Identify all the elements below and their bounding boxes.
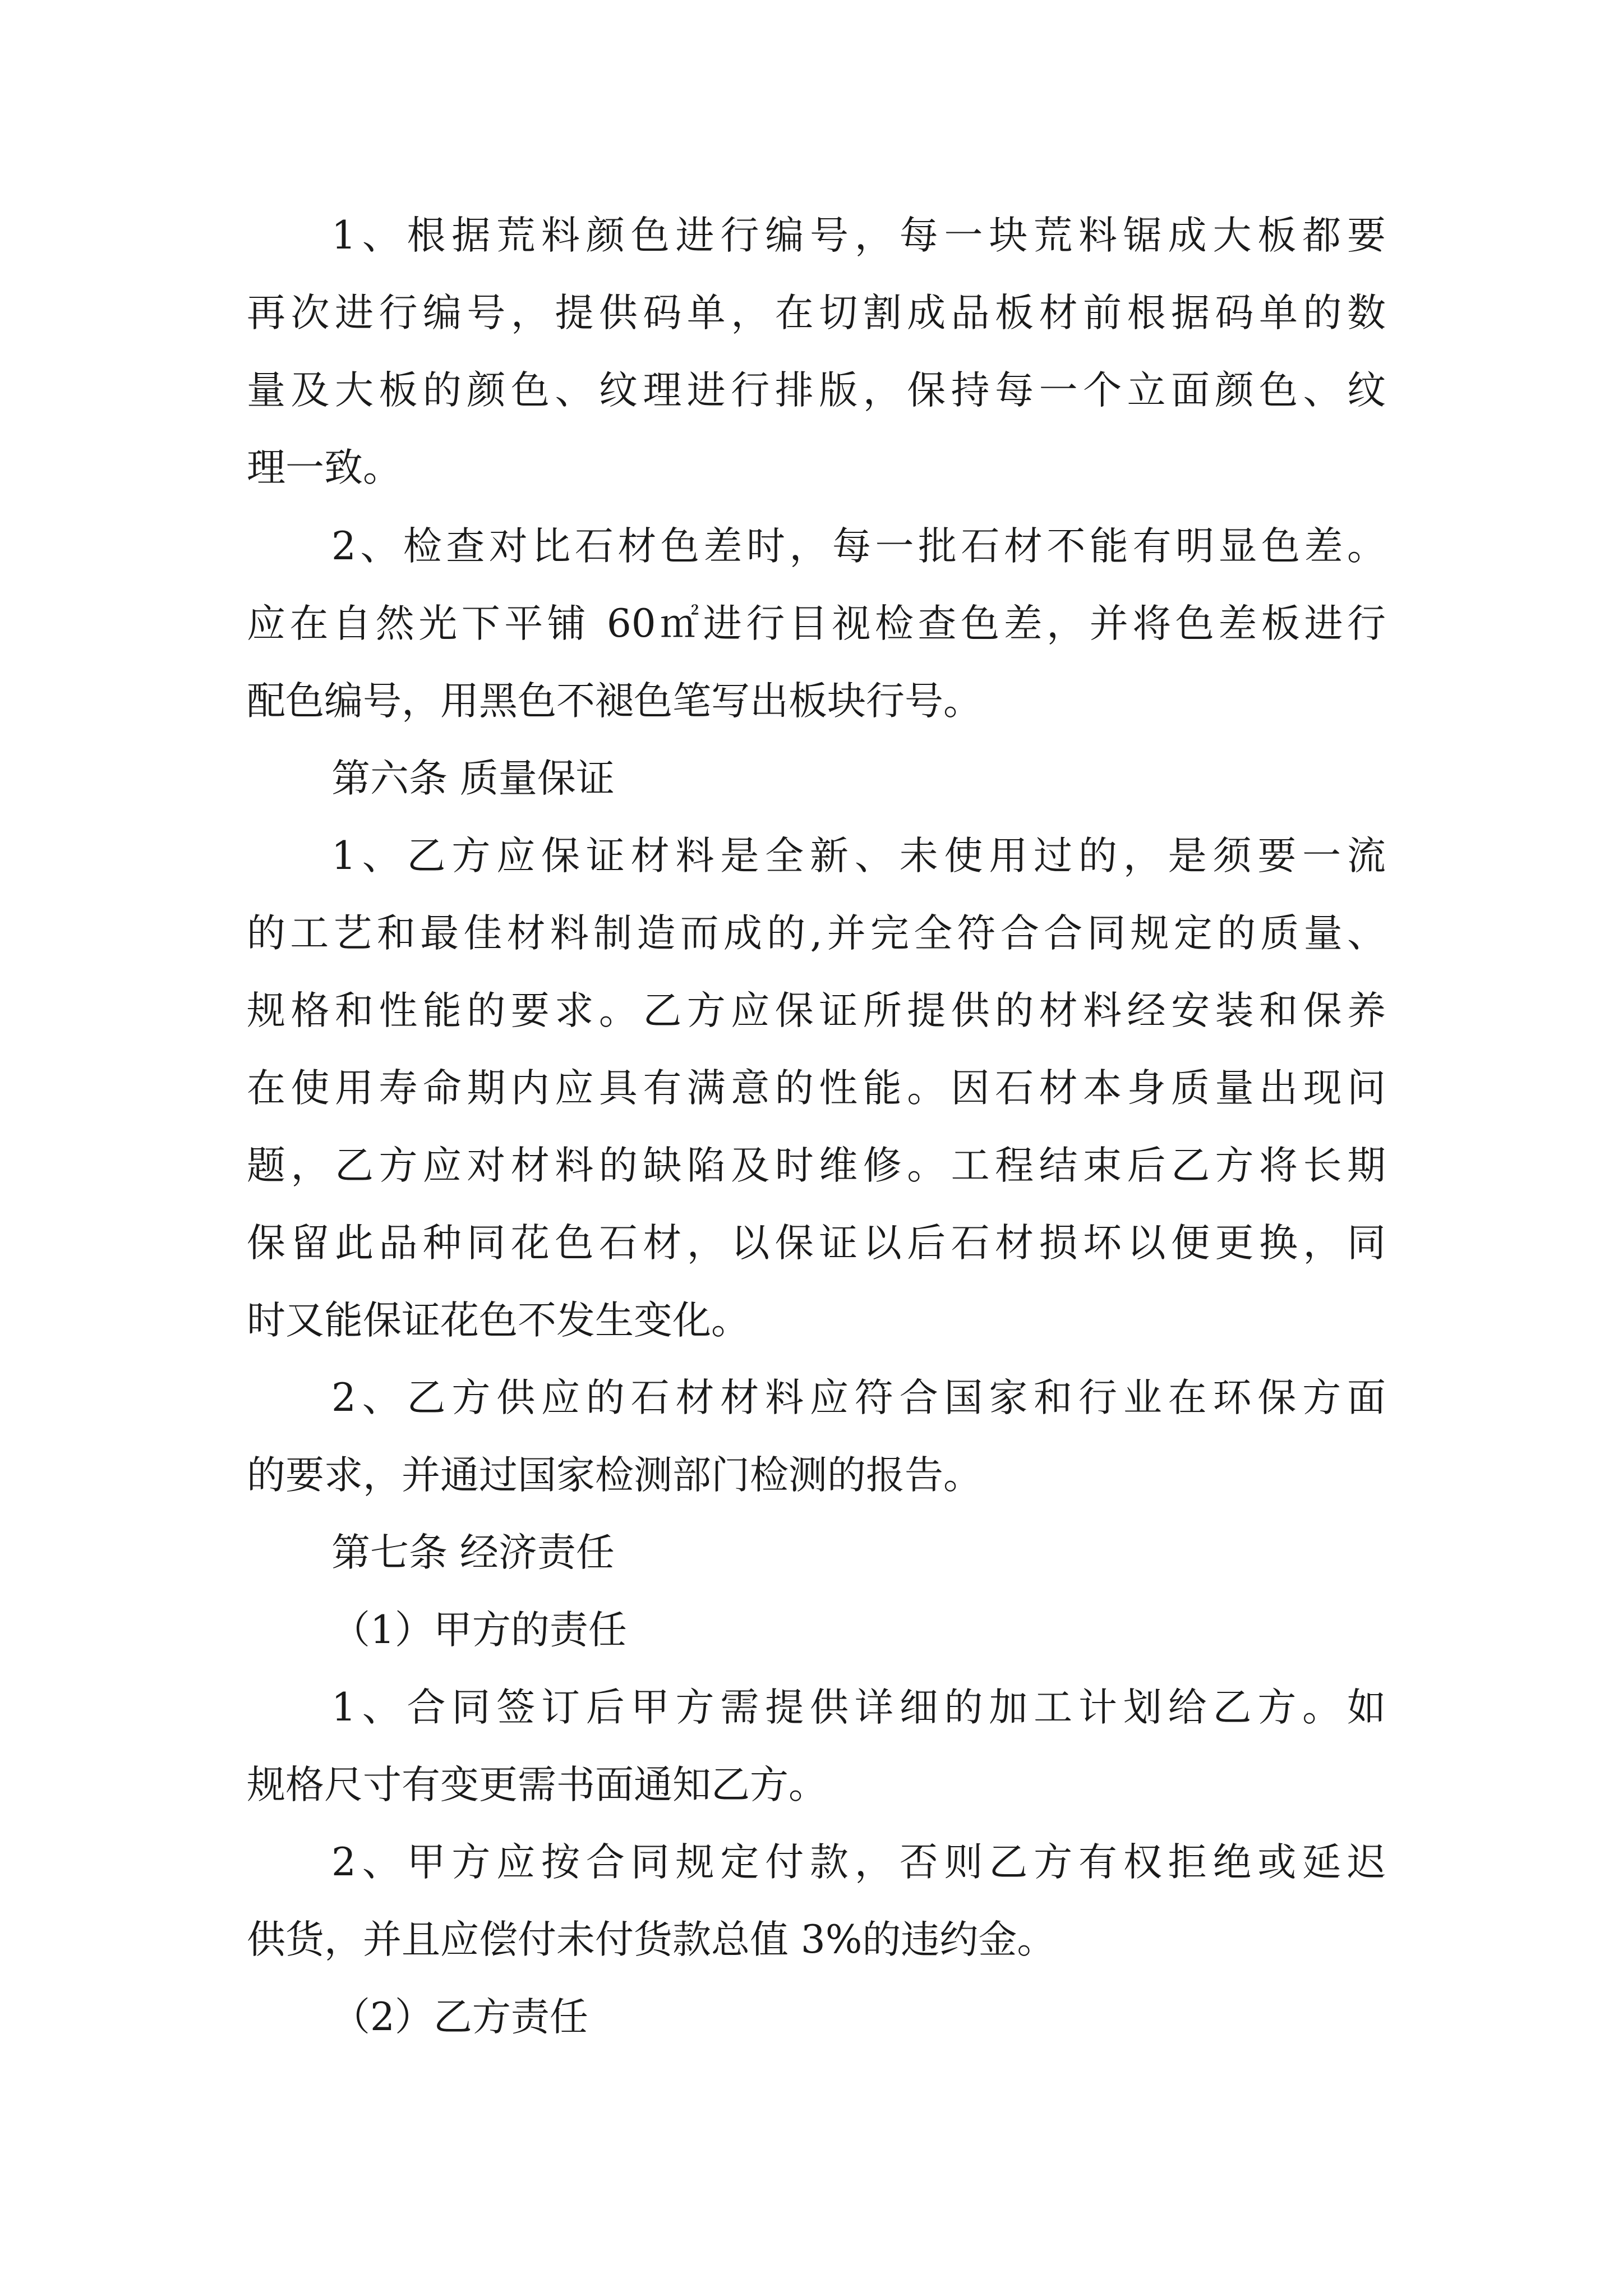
paragraph-line: 配色编号，用黑色不褪色笔写出板块行号。 [247,679,982,724]
paragraph-line: 2、乙方供应的石材材料应符合国家和行业在环保方面 [331,1375,1386,1420]
paragraph-line: 1、乙方应保证材料是全新、未使用过的，是须要一流 [331,834,1386,878]
paragraph-line: 题，乙方应对材料的缺陷及时维修。工程结束后乙方将长期 [247,1143,1386,1188]
paragraph-line: 保留此品种同花色石材，以保证以后石材损坏以便更换，同 [247,1221,1386,1266]
paragraph-line: 1、根据荒料颜色进行编号，每一块荒料锯成大板都要 [331,213,1386,258]
subsection-heading: （2）乙方责任 [331,1995,588,2040]
paragraph-line: 规格尺寸有变更需书面通知乙方。 [247,1763,827,1807]
paragraph-line: 应在自然光下平铺 60㎡进行目视检查色差，并将色差板进行 [247,601,1386,646]
section-heading: 第七条 经济责任 [331,1530,615,1575]
paragraph-line: 的工艺和最佳材料制造而成的,并完全符合合同规定的质量、 [247,911,1386,956]
paragraph-line: 2、甲方应按合同规定付款，否则乙方有权拒绝或延迟 [331,1840,1386,1885]
paragraph-line: 供货，并且应偿付未付货款总值 3%的违约金。 [247,1917,1056,1962]
paragraph-line: 1、合同签订后甲方需提供详细的加工计划给乙方。如 [331,1685,1386,1730]
paragraph-line: 2、检查对比石材色差时，每一批石材不能有明显色差。 [331,524,1386,569]
subsection-heading: （1）甲方的责任 [331,1608,627,1653]
paragraph-line: 时又能保证花色不发生变化。 [247,1298,750,1343]
paragraph-line: 理一致。 [247,445,402,490]
paragraph-line: 在使用寿命期内应具有满意的性能。因石材本身质量出现问 [247,1066,1386,1111]
paragraph-line: 规格和性能的要求。乙方应保证所提供的材料经安装和保养 [247,988,1386,1033]
paragraph-line: 再次进行编号，提供码单，在切割成品板材前根据码单的数 [247,291,1386,335]
paragraph-line: 量及大板的颜色、纹理进行排版，保持每一个立面颜色、纹 [247,368,1386,413]
section-heading: 第六条 质量保证 [331,756,615,801]
paragraph-line: 的要求，并通过国家检测部门检测的报告。 [247,1453,982,1498]
